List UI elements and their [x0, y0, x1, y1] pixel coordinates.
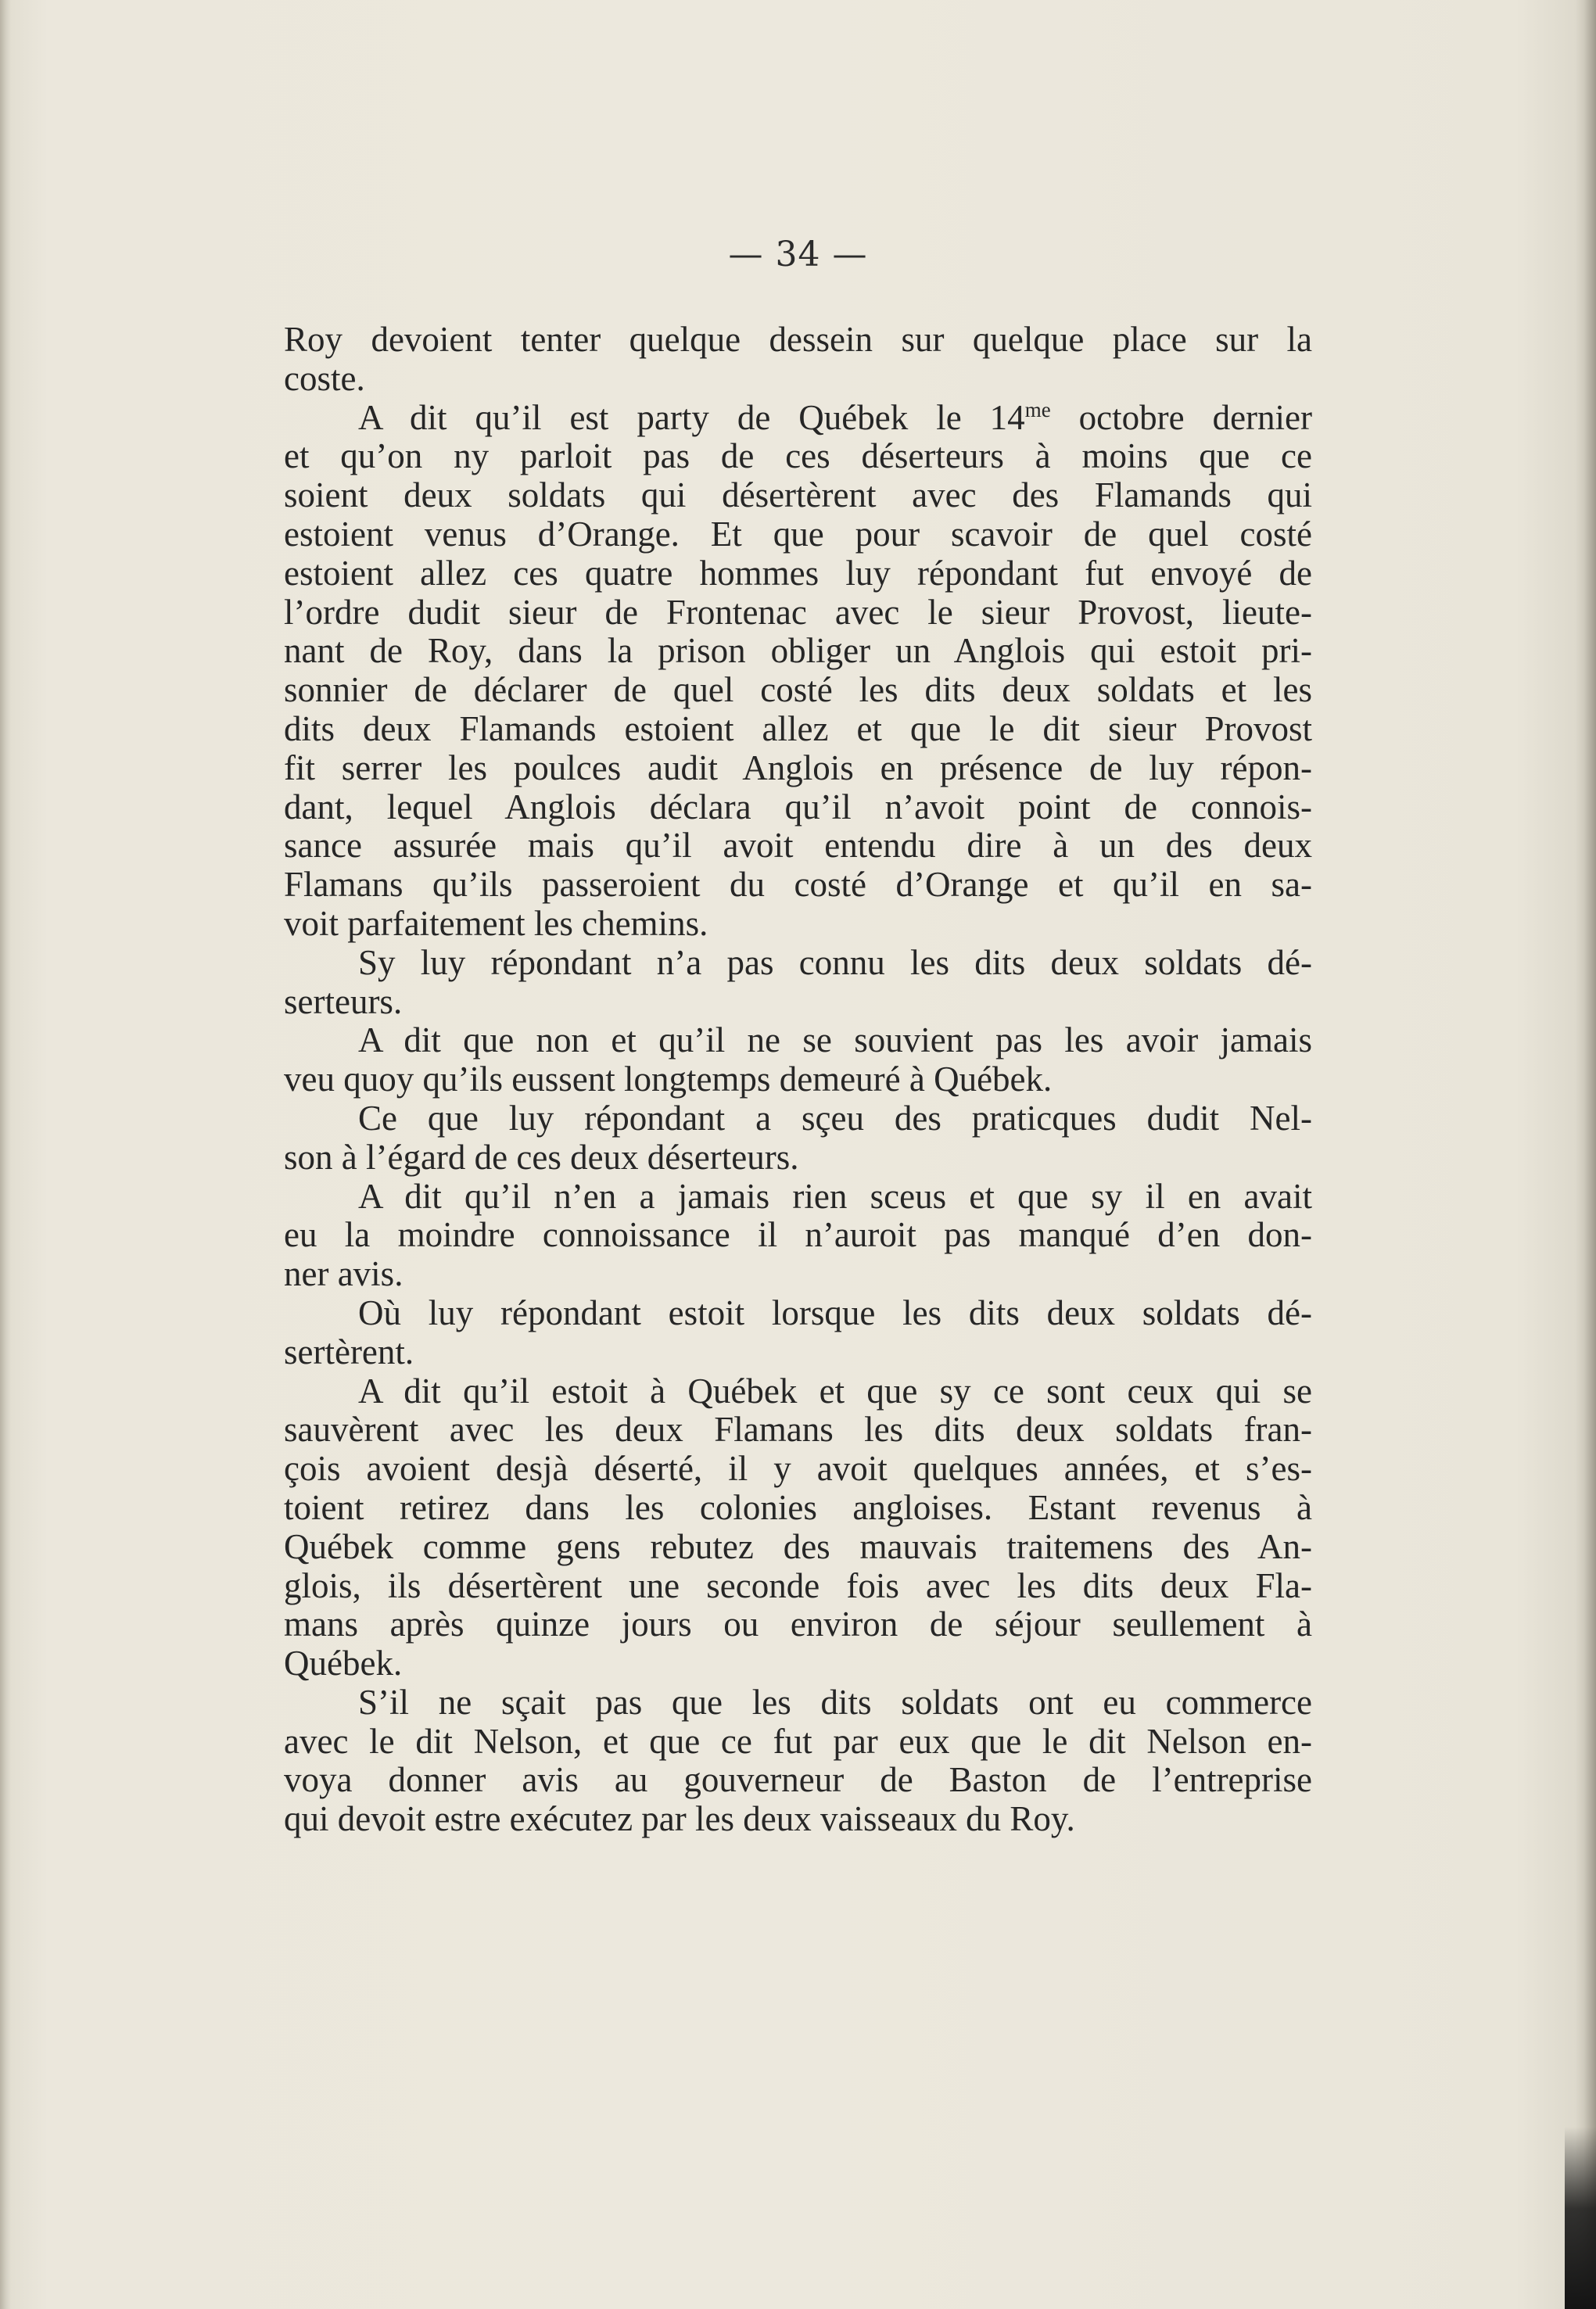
text-line [284, 1060, 1312, 1099]
text-line [284, 1450, 1312, 1489]
text-line-content: avec le dit Nelson, et que ce fut par eux que le dit Nelson en- [284, 1721, 1312, 1761]
text-line-content: l’ordre dudit sieur de Frontenac avec le sieur Provost, lieute- [284, 592, 1312, 632]
superscript: me [1024, 397, 1051, 421]
text-line-content: toient retirez dans les colonies angloises. Estant revenus à [284, 1487, 1312, 1527]
text-line-content: S’il ne sçait pas que les dits soldats ont eu commerce [358, 1682, 1312, 1722]
text-line [284, 321, 1312, 360]
text-line-content: eu la moindre connoissance il n’auroit pas manqué d’en don- [284, 1215, 1312, 1255]
text-line-content: sertèrent. [284, 1332, 414, 1371]
text-line-content: A dit qu’il estoit à Québek et que sy ce sont ceux qui se [358, 1371, 1312, 1411]
text-line [284, 437, 1312, 476]
text-line [284, 788, 1312, 827]
text-line-content: son à l’égard de ces deux déserteurs. [284, 1137, 799, 1177]
text-line-content: veu quoy qu’ils eussent longtemps demeuré à Québek. [284, 1059, 1053, 1099]
text-line-content: nant de Roy, dans la prison obliger un Anglois qui estoit pri- [284, 631, 1312, 671]
text-line [284, 1372, 1312, 1411]
text-line-content: fit serrer les poulces audit Anglois en présence de luy répon- [284, 748, 1312, 787]
text-line [284, 1178, 1312, 1217]
text-line [284, 1605, 1312, 1644]
text-line-content: ner avis. [284, 1254, 403, 1294]
text-line [284, 1723, 1312, 1762]
text-line [284, 749, 1312, 788]
text-line [284, 360, 1312, 399]
text-line-content: Sy luy répondant n’a pas connu les dits deux soldats dé- [358, 942, 1312, 982]
text-line-content: sance assurée mais qu’il avoit entendu dire à un des deux [284, 826, 1312, 866]
text-line [284, 1683, 1312, 1723]
text-line-content: soient deux soldats qui désertèrent avec des Flamands qui [284, 475, 1312, 515]
text-line [284, 632, 1312, 671]
text-line-content: sauvèrent avec les deux Flamans les dits deux soldats fran- [284, 1410, 1312, 1450]
text-line [284, 1644, 1312, 1683]
text-line-content: mans après quinze jours ou environ de séjour seullement à [284, 1604, 1312, 1644]
text-line-content: çois avoient desjà déserté, il y avoit quelques années, et s’es- [284, 1449, 1312, 1489]
text-line [284, 826, 1312, 866]
text-line-content: voya donner avis au gouverneur de Baston de l’entreprise [284, 1760, 1312, 1800]
text-line [284, 1528, 1312, 1567]
text-line-content: A dit qu’il est party de Québek le 14 [358, 397, 1025, 437]
text-line-content: A dit qu’il n’en a jamais rien sceus et que sy il en avait [358, 1176, 1312, 1216]
text-line [284, 1138, 1312, 1178]
text-line-content: voit parfaitement les chemins. [284, 903, 708, 943]
text-line [284, 671, 1312, 710]
text-line [284, 905, 1312, 944]
text-line-content: Flamans qu’ils passeroient du costé d’Orange et qu’il en sa- [284, 865, 1312, 905]
text-line-content: qui devoit estre exécutez par les deux vaisseaux du Roy. [284, 1799, 1075, 1839]
page-left-edge [0, 0, 11, 2309]
text-line [284, 710, 1312, 749]
text-line-content: Québek. [284, 1644, 403, 1683]
text-line [284, 1489, 1312, 1528]
body-text [284, 321, 1312, 1839]
text-line-content: serteurs. [284, 981, 403, 1021]
text-line [284, 866, 1312, 905]
text-line [284, 476, 1312, 515]
text-line [284, 983, 1312, 1022]
text-line [284, 1294, 1312, 1333]
text-line-content: coste. [284, 358, 365, 398]
text-line [284, 1255, 1312, 1294]
text-line-continuation: octobre dernier [1050, 397, 1312, 437]
text-line [284, 1216, 1312, 1255]
text-line-content: dant, lequel Anglois déclara qu’il n’avoit point de connois- [284, 787, 1312, 826]
text-line [284, 1021, 1312, 1060]
text-line [284, 1761, 1312, 1800]
text-line-content: sonnier de déclarer de quel costé les dits deux soldats et les [284, 670, 1312, 710]
text-line [284, 1099, 1312, 1138]
text-line [284, 399, 1312, 438]
text-line-content: estoient venus d’Orange. Et que pour scavoir de quel costé [284, 514, 1312, 554]
text-line-content: et qu’on ny parloit pas de ces déserteurs à moins que ce [284, 436, 1312, 476]
text-line [284, 1333, 1312, 1372]
text-line-content: Ce que luy répondant a sçeu des praticques dudit Nel- [358, 1098, 1312, 1138]
text-line [284, 944, 1312, 983]
text-line-content: Où luy répondant estoit lorsque les dits deux soldats dé- [358, 1293, 1312, 1332]
page-number: — 34 — [728, 235, 868, 274]
text-line-content: glois, ils désertèrent une seconde fois avec les dits deux Fla- [284, 1565, 1312, 1605]
text-line-content: estoient allez ces quatre hommes luy répondant fut envoyé de [284, 553, 1312, 593]
text-line-content: Québek comme gens rebutez des mauvais traitemens des An- [284, 1526, 1312, 1566]
text-line [284, 1411, 1312, 1450]
text-line [284, 1800, 1312, 1839]
text-line-content: dits deux Flamands estoient allez et que le dit sieur Provost [284, 708, 1312, 748]
text-line [284, 1567, 1312, 1606]
text-line-content: A dit que non et qu’il ne se souvient pas les avoir jamais [358, 1020, 1312, 1060]
text-line [284, 593, 1312, 633]
text-line [284, 515, 1312, 554]
binding-shadow [1565, 2127, 1596, 2309]
page-right-edge [1576, 0, 1596, 2309]
text-line [284, 554, 1312, 593]
text-line-content: Roy devoient tenter quelque dessein sur quelque place sur la [284, 320, 1312, 359]
